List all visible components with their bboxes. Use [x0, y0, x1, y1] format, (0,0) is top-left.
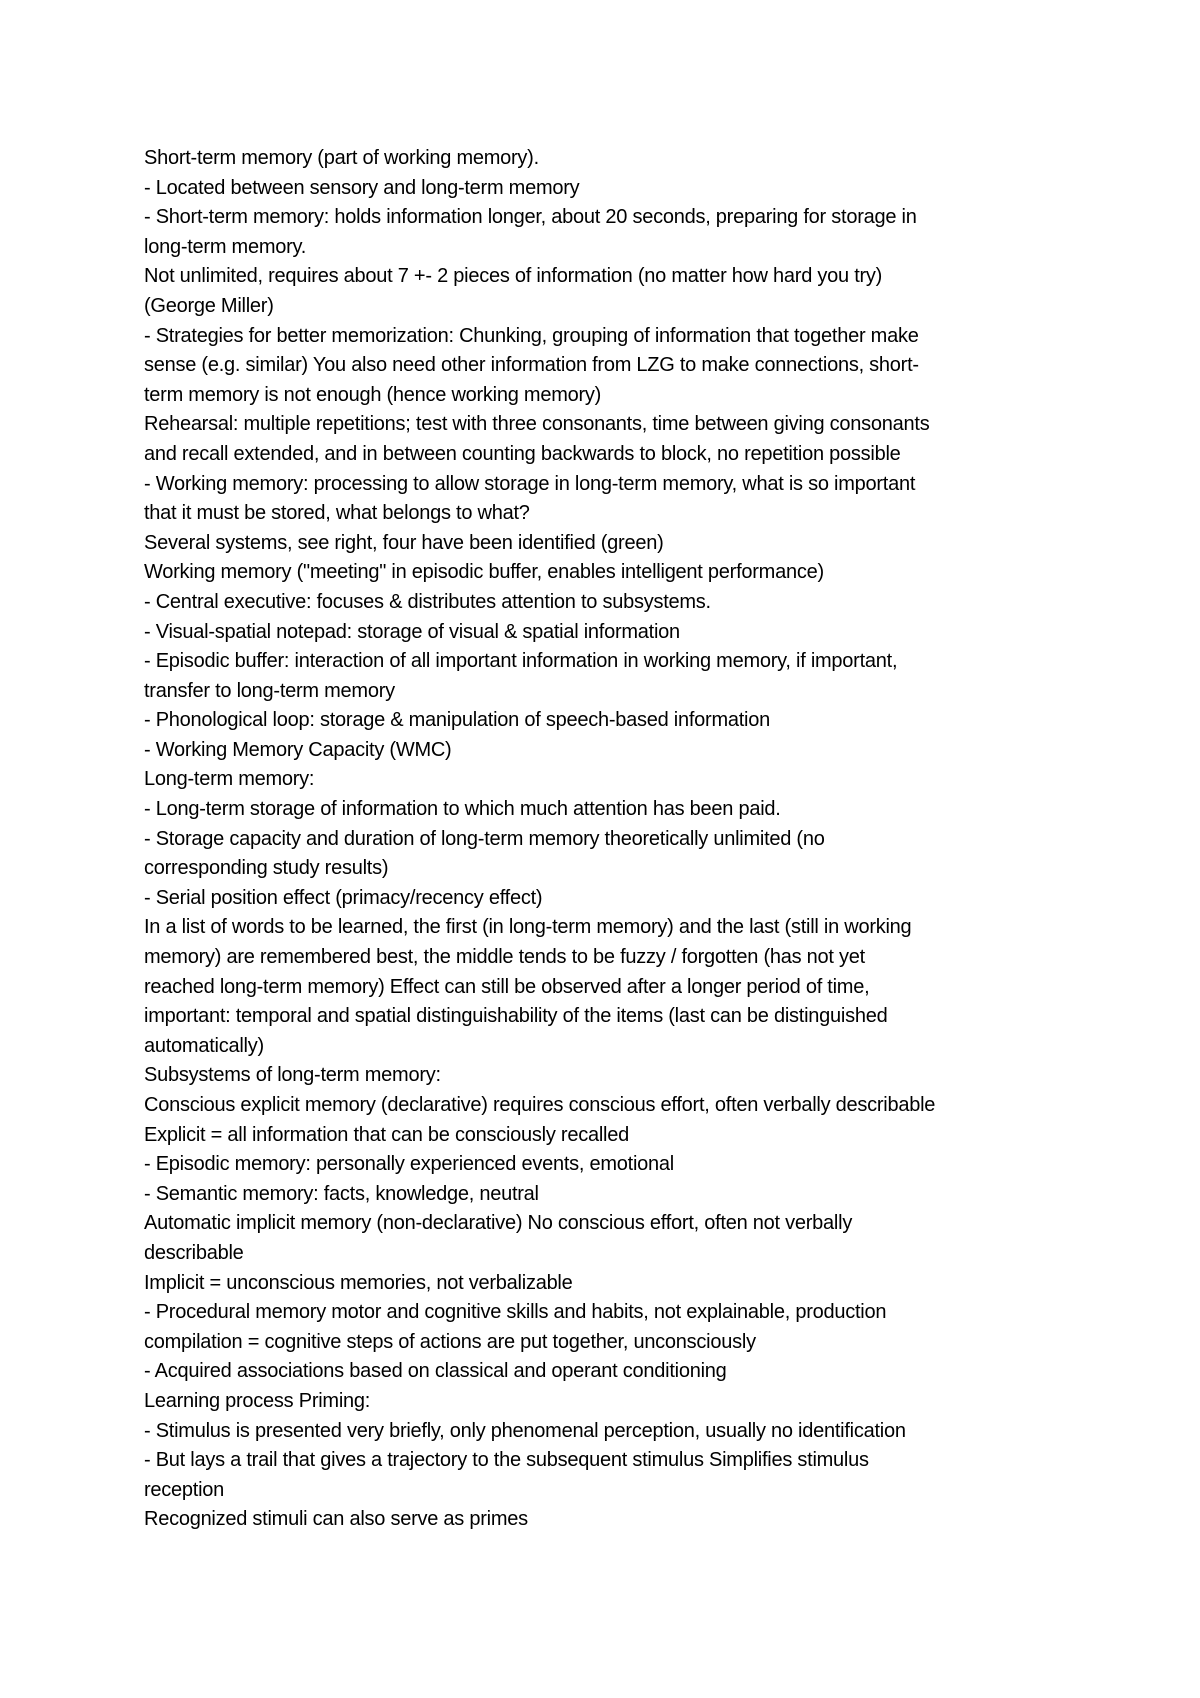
- text-line: - Stimulus is presented very briefly, only phenomenal perception, usually no identification: [144, 1419, 906, 1442]
- text-line: - Storage capacity and duration of long-term memory theoretically unlimited (no: [144, 827, 825, 850]
- text-line: reached long-term memory) Effect can still be observed after a longer period of time,: [144, 975, 870, 998]
- text-line: - Procedural memory motor and cognitive skills and habits, not explainable, production: [144, 1301, 887, 1324]
- text-line: term memory is not enough (hence working memory): [144, 383, 602, 406]
- text-line: (George Miller): [144, 294, 274, 317]
- text-line: In a list of words to be learned, the first (in long-term memory) and the last (still in working: [144, 916, 912, 939]
- text-line: Conscious explicit memory (declarative) requires conscious effort, often verbally describable: [144, 1094, 936, 1116]
- text-line: compilation = cognitive steps of actions are put together, unconsciously: [144, 1330, 756, 1353]
- text-line: memory) are remembered best, the middle tends to be fuzzy / forgotten (has not yet: [144, 946, 865, 969]
- text-line: - Located between sensory and long-term memory: [144, 176, 580, 199]
- document-body: [144, 144, 1084, 1535]
- text-line: Working memory ("meeting" in episodic buffer, enables intelligent performance): [144, 561, 824, 584]
- text-line: that it must be stored, what belongs to what?: [144, 502, 530, 525]
- text-line: reception: [144, 1478, 225, 1501]
- text-line: - Serial position effect (primacy/recency effect): [144, 886, 543, 909]
- text-line: Subsystems of long-term memory:: [144, 1064, 441, 1087]
- text-line: - Long-term storage of information to which much attention has been paid.: [144, 798, 781, 821]
- text-line: Learning process Priming:: [144, 1389, 371, 1412]
- text-line: corresponding study results): [144, 857, 389, 880]
- text-line: - Central executive: focuses & distributes attention to subsystems.: [144, 590, 711, 613]
- text-line: long-term memory.: [144, 235, 307, 258]
- text-line: automatically): [144, 1034, 264, 1057]
- text-line: Recognized stimuli can also serve as primes: [144, 1508, 528, 1531]
- text-line: Implicit = unconscious memories, not verbalizable: [144, 1271, 573, 1294]
- text-line: Several systems, see right, four have been identified (green): [144, 531, 664, 554]
- text-line: - Strategies for better memorization: Chunking, grouping of information that together make: [144, 324, 919, 347]
- text-line: Not unlimited, requires about 7 +- 2 pieces of information (no matter how hard you try): [144, 265, 883, 288]
- text-line: Explicit = all information that can be consciously recalled: [144, 1123, 629, 1146]
- text-line: - Episodic buffer: interaction of all important information in working memory, if important,: [144, 650, 898, 673]
- text-line: Automatic implicit memory (non-declarative) No conscious effort, often not verbally: [144, 1212, 853, 1235]
- text-line: - Episodic memory: personally experienced events, emotional: [144, 1153, 674, 1176]
- text-line: describable: [144, 1241, 244, 1264]
- text-line: - But lays a trail that gives a trajectory to the subsequent stimulus Simplifies stimulus: [144, 1449, 869, 1472]
- text-line: - Working Memory Capacity (WMC): [144, 738, 452, 761]
- text-line: and recall extended, and in between counting backwards to block, no repetition possible: [144, 442, 901, 465]
- text-line: sense (e.g. similar) You also need other information from LZG to make connections, short-: [144, 354, 919, 377]
- text-line: - Semantic memory: facts, knowledge, neutral: [144, 1182, 539, 1205]
- text-line: Rehearsal: multiple repetitions; test with three consonants, time between giving consonants: [144, 413, 930, 436]
- text-line: transfer to long-term memory: [144, 679, 395, 702]
- text-line: - Visual-spatial notepad: storage of visual & spatial information: [144, 620, 680, 643]
- text-line: - Short-term memory: holds information longer, about 20 seconds, preparing for storage in: [144, 206, 917, 229]
- text-line: - Acquired associations based on classical and operant conditioning: [144, 1360, 727, 1383]
- text-line: - Working memory: processing to allow storage in long-term memory, what is so important: [144, 472, 916, 495]
- text-line: Long-term memory:: [144, 768, 315, 791]
- text-line: important: temporal and spatial distinguishability of the items (last can be distinguished: [144, 1005, 888, 1028]
- text-line: Short-term memory (part of working memory).: [144, 147, 539, 169]
- text-line: - Phonological loop: storage & manipulation of speech-based information: [144, 709, 770, 732]
